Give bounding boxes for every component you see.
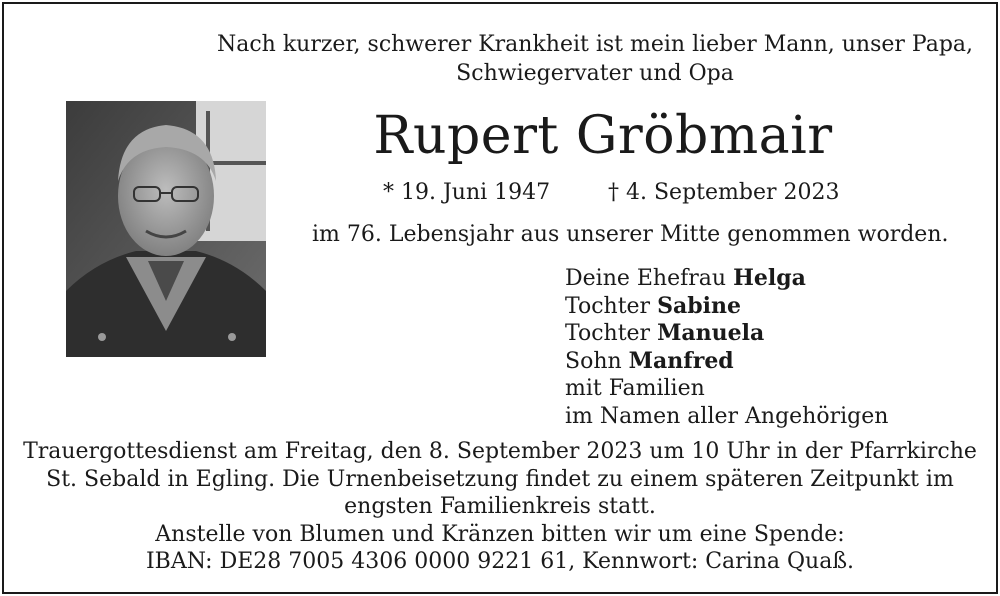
mourner-line: im Namen aller Angehörigen bbox=[565, 403, 889, 429]
portrait-photo bbox=[66, 101, 266, 357]
service-line: Anstelle von Blumen und Kränzen bitten wir um eine Spende: bbox=[155, 521, 845, 547]
mourner-line: Sohn Manfred bbox=[565, 347, 734, 374]
intro-text bbox=[180, 30, 1000, 88]
mourner-line: Deine Ehefrau Helga bbox=[565, 265, 806, 291]
intro-line: Nach kurzer, schwerer Krankheit ist mein lieber Mann, unser Papa, bbox=[216, 32, 974, 57]
service-line: Trauergottesdienst am Freitag, den 8. September 2023 um 10 Uhr in der Pfarrkirche bbox=[23, 439, 977, 464]
mourner-line: Tochter Sabine bbox=[565, 292, 741, 319]
intro-line: Schwiegervater und Opa bbox=[456, 61, 734, 86]
service-line: IBAN: DE28 7005 4306 0000 9221 61, Kennwort: Carina Quaß. bbox=[145, 549, 855, 574]
mourner-line: Tochter Manuela bbox=[565, 320, 765, 346]
deceased-name: Rupert Gröbmair bbox=[373, 106, 833, 166]
mourners-list bbox=[565, 265, 888, 430]
service-line: St. Sebald in Egling. Die Urnenbeisetzung findet zu einem späteren Zeitpunkt im bbox=[46, 466, 954, 492]
service-info bbox=[20, 438, 980, 576]
birth-date: * 19. Juni 1947 bbox=[383, 180, 551, 205]
service-line: engsten Familienkreis statt. bbox=[344, 494, 656, 519]
age-line: im 76. Lebensjahr aus unserer Mitte genommen worden. bbox=[312, 222, 949, 247]
mourner-line: mit Familien bbox=[565, 376, 705, 401]
death-date: † 4. September 2023 bbox=[608, 180, 840, 205]
